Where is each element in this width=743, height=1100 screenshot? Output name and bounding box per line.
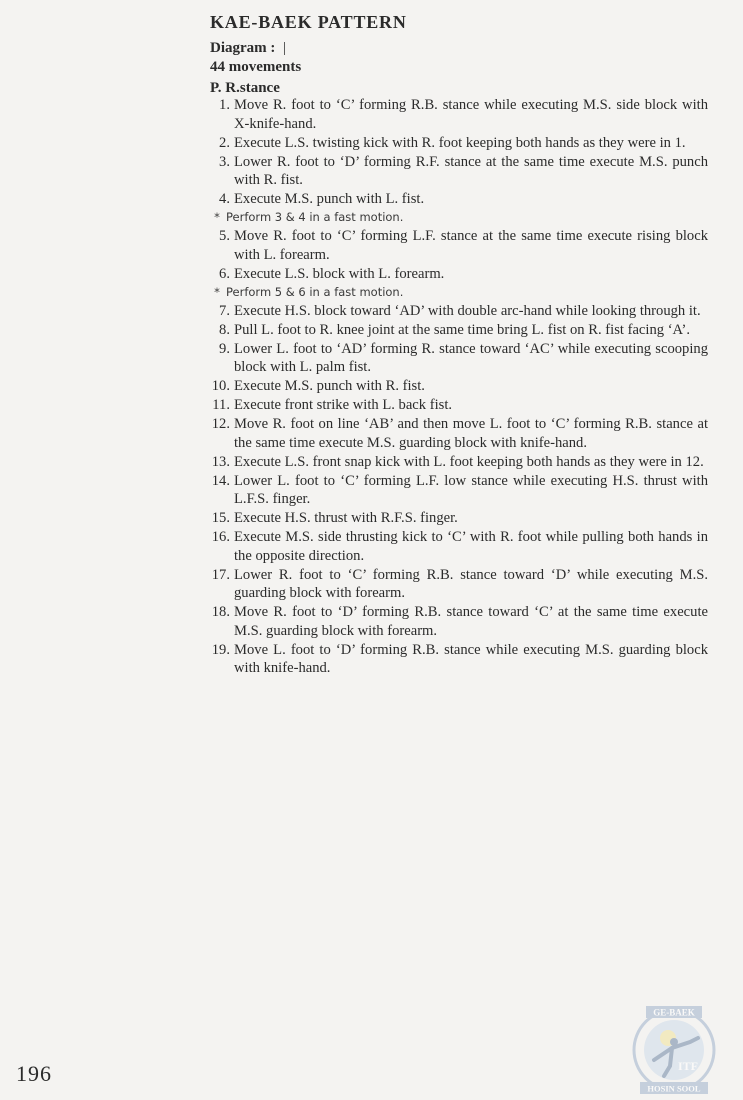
step-text: Lower R. foot to ‘D’ forming R.F. stance at the same time execute M.S. punch with R. fist. — [234, 153, 708, 188]
step-number: 12. — [211, 416, 230, 432]
movement-count: 44 movements — [210, 59, 302, 75]
step-number: 18. — [211, 604, 230, 620]
movement-step — [208, 377, 708, 396]
note-asterisk: * — [214, 284, 220, 299]
movement-list — [208, 96, 708, 678]
step-text: Execute M.S. side thrusting kick to ‘C’ with R. foot while pulling both hands in the opposite direction. — [234, 529, 708, 564]
movement-step — [208, 134, 708, 153]
motion-note — [208, 209, 708, 225]
step-number: 6. — [219, 265, 230, 282]
step-number: 2. — [219, 134, 230, 151]
step-number: 11. — [212, 397, 230, 413]
step-text: Execute M.S. punch with R. fist. — [234, 378, 425, 394]
movement-step — [208, 641, 708, 678]
step-number: 4. — [219, 191, 230, 207]
movement-step — [208, 321, 708, 340]
movement-step — [208, 453, 708, 472]
step-number: 9. — [219, 340, 230, 357]
movement-step — [208, 340, 708, 377]
step-text: Execute H.S. thrust with R.F.S. finger. — [234, 510, 458, 526]
diagram-value: | — [283, 40, 287, 56]
step-text: Execute L.S. twisting kick with R. foot keeping both hands as they were in 1. — [234, 134, 686, 151]
step-number: 15. — [211, 510, 230, 526]
step-number: 8. — [219, 321, 230, 338]
step-number: 19. — [211, 641, 230, 658]
logo-top-text: GE-BAEK — [653, 1007, 695, 1018]
step-number: 3. — [219, 153, 230, 170]
step-number: 16. — [211, 529, 230, 545]
step-number: 13. — [211, 453, 230, 470]
step-number: 10. — [211, 378, 230, 394]
step-text: Move R. foot to ‘C’ forming L.F. stance at the same time execute rising block with L. forearm. — [234, 228, 708, 263]
step-text: Execute H.S. block toward ‘AD’ with double arc-hand while looking through it. — [234, 302, 701, 319]
movement-step — [208, 528, 708, 565]
note-asterisk: * — [214, 210, 220, 224]
note-text: Perform 3 & 4 in a fast motion. — [226, 210, 404, 224]
diagram-line — [210, 40, 286, 57]
movement-step — [208, 190, 708, 209]
step-text: Move R. foot on line ‘AB’ and then move L. foot to ‘C’ forming R.B. stance at the same time execute M.S. guarding block with knife-hand. — [234, 416, 708, 451]
step-number: 7. — [219, 302, 230, 319]
step-text: Execute front strike with L. back fist. — [234, 397, 453, 413]
pattern-title: KAE-BAEK PATTERN — [210, 12, 407, 32]
movement-step — [208, 302, 708, 321]
step-number: 17. — [211, 566, 230, 583]
starting-stance: P. R.stance — [210, 80, 280, 96]
movement-step — [208, 227, 708, 264]
diagram-label: Diagram : — [210, 40, 276, 56]
step-text: Lower R. foot to ‘C’ forming R.B. stance toward ‘D’ while executing M.S. guarding block with forearm. — [234, 566, 708, 601]
note-text: Perform 5 & 6 in a fast motion. — [226, 284, 404, 299]
step-text: Execute L.S. block with L. forearm. — [234, 265, 445, 282]
movement-step — [208, 153, 708, 190]
logo-middle-text: ITF — [677, 1059, 699, 1073]
movement-step — [208, 509, 708, 528]
logo-bottom-text: HOSIN SOOL — [647, 1083, 701, 1094]
step-number: 1. — [219, 97, 230, 113]
movement-step — [208, 472, 708, 509]
page-number: 196 — [16, 1061, 52, 1086]
motion-note — [208, 284, 708, 300]
movement-step — [208, 415, 708, 452]
step-text: Move R. foot to ‘C’ forming R.B. stance while executing M.S. side block with X-knife-hand. — [234, 97, 708, 132]
step-text: Execute M.S. punch with L. fist. — [234, 191, 425, 207]
step-text: Move R. foot to ‘D’ forming R.B. stance toward ‘C’ at the same time execute M.S. guarding block with forearm. — [234, 604, 708, 639]
movement-step — [208, 603, 708, 640]
step-text: Pull L. foot to R. knee joint at the same time bring L. fist on R. fist facing ‘A’. — [234, 321, 690, 338]
movement-step — [208, 265, 708, 284]
movement-step — [208, 566, 708, 603]
movement-step — [208, 396, 708, 415]
step-text: Execute L.S. front snap kick with L. foot keeping both hands as they were in 12. — [234, 453, 704, 470]
step-text: Lower L. foot to ‘AD’ forming R. stance toward ‘AC’ while executing scooping block with L. palm fist. — [234, 340, 708, 375]
step-number: 14. — [211, 472, 230, 489]
step-number: 5. — [219, 228, 230, 244]
ge-baek-hosin-sool-logo-icon — [624, 1004, 724, 1096]
step-text: Move L. foot to ‘D’ forming R.B. stance while executing M.S. guarding block with knife-hand. — [234, 641, 708, 676]
movement-step — [208, 96, 708, 133]
step-text: Lower L. foot to ‘C’ forming L.F. low stance while executing H.S. thrust with L.F.S. finger. — [234, 472, 708, 507]
